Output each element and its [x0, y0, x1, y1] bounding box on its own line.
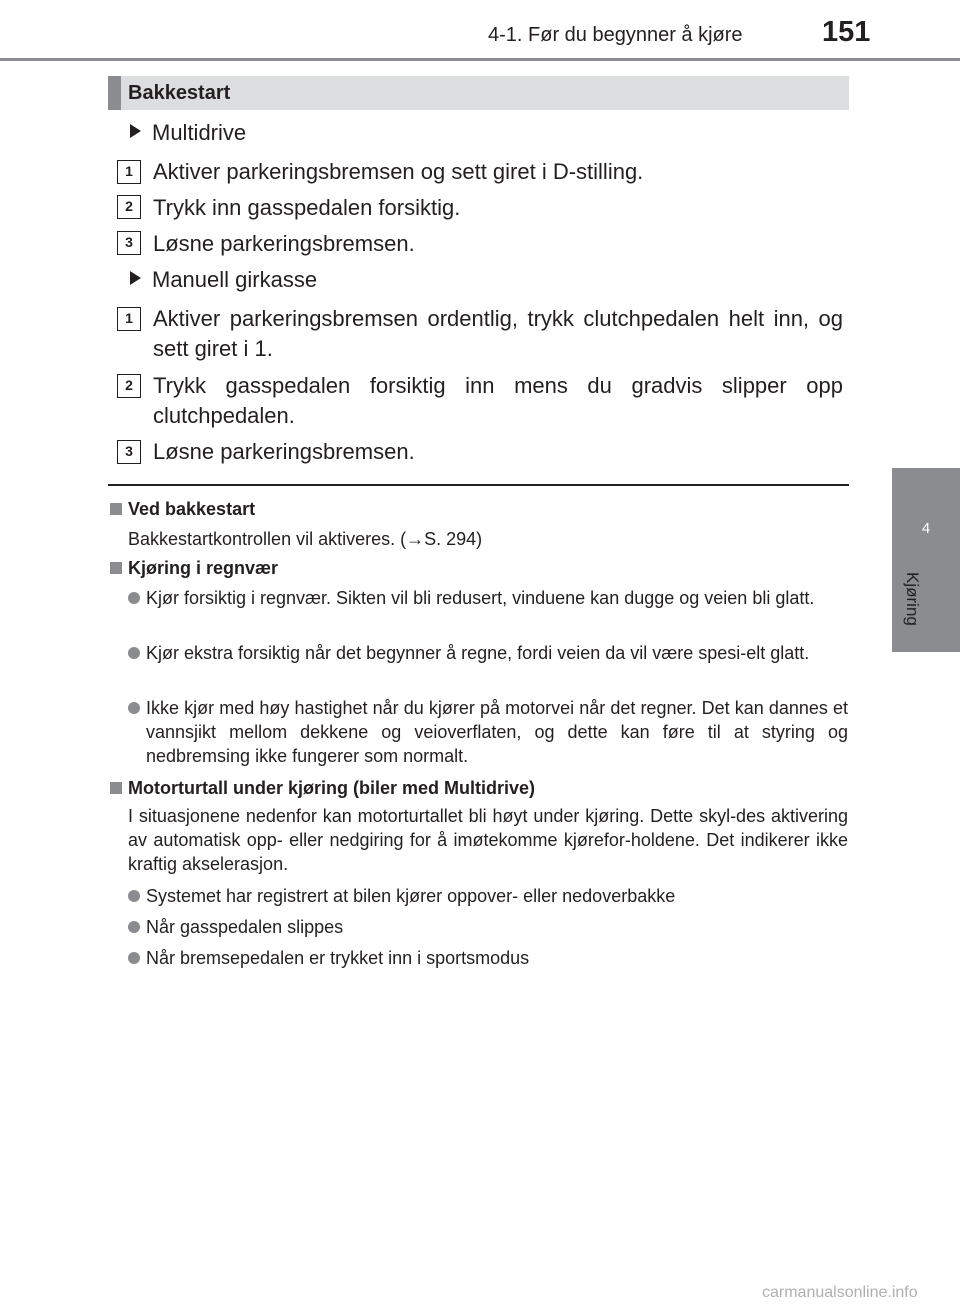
- chapter-side-tab: [892, 468, 960, 652]
- note-body: I situasjonene nedenfor kan motorturtallet bli høyt under kjøring. Dette skyl-des aktivering av automatisk opp- eller nedgiring for å imøtekomme kjørefor-holdene. Det indikerer ikke kraftig akselerasjon.: [128, 806, 848, 874]
- subheading-label: Multidrive: [152, 120, 247, 145]
- bullet-text: Ikke kjør med høy hastighet når du kjører på motorvei når det regner. Det kan dannes et vannsjikt mellom dekkene og veioverflaten, og dette kan føre til at styring og nedbremsing ikke fungerer som normalt.: [146, 698, 848, 766]
- note-heading: Motorturtall under kjøring (biler med Multidrive): [128, 778, 536, 798]
- bullet-text: Når gasspedalen slippes: [146, 917, 344, 937]
- step-text: Aktiver parkeringsbremsen og sett giret i D-stilling.: [153, 159, 644, 184]
- triangle-bullet-icon: [130, 271, 141, 285]
- bullet-text: Kjør ekstra forsiktig når det begynner å regne, fordi veien da vil være spesi-elt glatt.: [146, 643, 810, 663]
- note-heading: Ved bakkestart: [128, 499, 256, 519]
- circle-bullet-icon: [128, 890, 140, 902]
- bullet-text: Systemet har registrert at bilen kjører oppover- eller nedoverbakke: [146, 886, 676, 906]
- step-text: Aktiver parkeringsbremsen ordentlig, trykk clutchpedalen helt inn, og sett giret i 1.: [153, 306, 843, 361]
- square-bullet-icon: [110, 782, 122, 794]
- step-number-badge: 3: [117, 231, 141, 255]
- section-divider: [108, 484, 849, 486]
- step-text: Trykk inn gasspedalen forsiktig.: [153, 195, 461, 220]
- circle-bullet-icon: [128, 592, 140, 604]
- page-number: 151: [822, 16, 871, 48]
- step-text: Trykk gasspedalen forsiktig inn mens du gradvis slipper opp clutchpedalen.: [153, 373, 843, 428]
- note-heading: Kjøring i regnvær: [128, 558, 279, 578]
- note-body: Bakkestartkontrollen vil aktiveres. (→S. 294): [128, 529, 483, 549]
- chapter-title: 4-1. Før du begynner å kjøre: [488, 24, 743, 46]
- bullet-text: Når bremsepedalen er trykket inn i sportsmodus: [146, 948, 530, 968]
- watermark: carmanualsonline.info: [762, 1284, 918, 1301]
- subheading-multidrive: [130, 120, 246, 146]
- circle-bullet-icon: [128, 952, 140, 964]
- section-title: Bakkestart: [128, 82, 231, 104]
- section-bar-accent: [108, 76, 121, 110]
- step-number-badge: 2: [117, 374, 141, 398]
- square-bullet-icon: [110, 562, 122, 574]
- step-number-badge: 1: [117, 307, 141, 331]
- step-text: Løsne parkeringsbremsen.: [153, 231, 415, 256]
- subheading-manual-gearbox: [130, 267, 317, 293]
- chapter-number: 4: [921, 520, 931, 537]
- step-number-badge: 2: [117, 195, 141, 219]
- circle-bullet-icon: [128, 921, 140, 933]
- triangle-bullet-icon: [130, 124, 141, 138]
- circle-bullet-icon: [128, 647, 140, 659]
- step-number-badge: 1: [117, 160, 141, 184]
- header-rule: [0, 58, 960, 61]
- section-title-bar: [108, 76, 849, 110]
- circle-bullet-icon: [128, 702, 140, 714]
- step-number-badge: 3: [117, 440, 141, 464]
- subheading-label: Manuell girkasse: [152, 267, 318, 292]
- chapter-label: Kjøring: [903, 572, 922, 626]
- step-text: Løsne parkeringsbremsen.: [153, 439, 415, 464]
- square-bullet-icon: [110, 503, 122, 515]
- bullet-text: Kjør forsiktig i regnvær. Sikten vil bli redusert, vinduene kan dugge og veien bli glatt.: [146, 588, 815, 608]
